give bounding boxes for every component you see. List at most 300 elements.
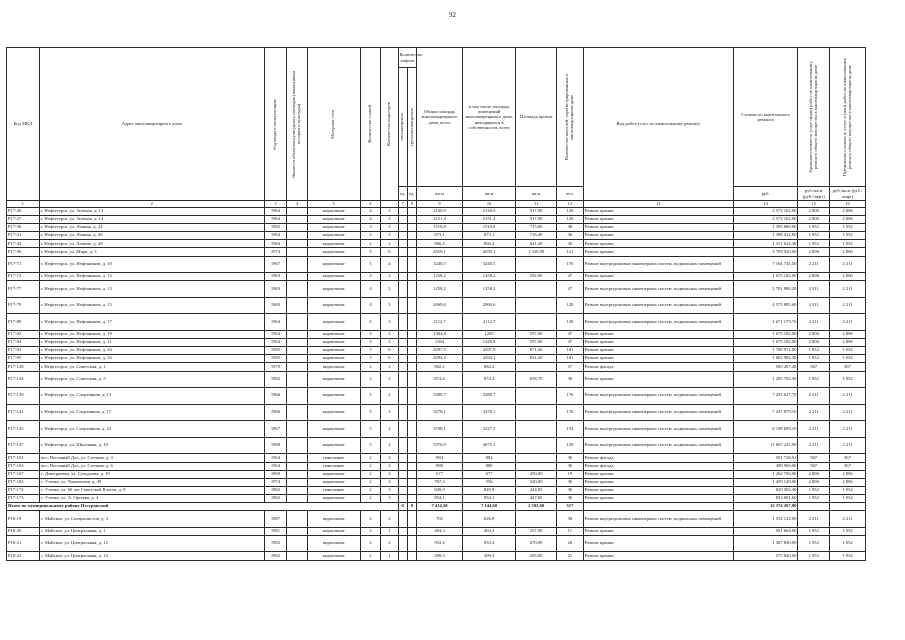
cell-limit-cost: 567 [830, 454, 866, 462]
cell-limit-cost: 2 806 [830, 331, 866, 339]
cell-year: 1968 [264, 437, 286, 454]
header-total-area: Общая площадь многоквартирного дома, всего [417, 48, 463, 187]
table-row [7, 216, 866, 224]
cell-unit-cost: 2 806 [798, 248, 830, 256]
header-address: Адрес многоквартирного дома [39, 48, 264, 201]
cell-address: г. Нефтегорск, ул. Спортивная, д. 13 [39, 388, 264, 405]
cell-wall: кирпичные [307, 281, 360, 298]
cell-inhab-area: 2112,7 [463, 314, 516, 331]
cell-inhab-area: 1285 [463, 331, 516, 339]
header-entrances: Количество подъездов [381, 48, 398, 201]
cell-floors: 4 [360, 208, 380, 216]
total-area: 7 414,20 [417, 503, 463, 511]
cell-cost: 3 703 920,00 [733, 248, 797, 256]
cell-limit-cost: 1 952 [830, 232, 866, 240]
cell-roof-area [516, 511, 557, 528]
cell-roof-area: 715,00 [516, 224, 557, 232]
table-row [7, 297, 866, 314]
cell-cost: 7 164 745,50 [733, 256, 797, 273]
column-number: 2 [39, 201, 264, 208]
cell-lifts-pass [398, 527, 407, 535]
cell-year: 1984 [264, 240, 286, 248]
table-row [7, 552, 866, 560]
cell-unit-cost: 1 952 [798, 347, 830, 355]
cell-heritage [287, 388, 307, 405]
cell-total-area: 767,3 [417, 478, 463, 486]
cell-address: г. Нефтегорск, ул. Мира, д. 3 [39, 248, 264, 256]
table-row [7, 454, 866, 462]
cell-floors: 5 [360, 355, 380, 363]
cell-roof-area: 871,40 [516, 347, 557, 355]
table-row [7, 470, 866, 478]
cell-year: 1974 [264, 248, 286, 256]
cell-total-area: 3280,7 [417, 388, 463, 405]
cell-floors: 5 [360, 256, 380, 273]
cell-address: пос. Песчаный Дол, ул. Степная, д. 4 [39, 454, 264, 462]
cell-lifts-cargo [407, 224, 416, 232]
cell-entrances: 6 [381, 347, 398, 355]
unit-rub-m2b: руб./кв.м (руб./лифт) [830, 187, 866, 201]
cell-limit-cost: 1 952 [830, 347, 866, 355]
cell-heritage [287, 248, 307, 256]
cell-unit-cost: 1 952 [798, 486, 830, 494]
cell-lifts-pass [398, 347, 407, 355]
cell-entrances: 3 [381, 494, 398, 502]
cell-cost: 1 552 122,00 [733, 511, 797, 528]
total-unit-empty [798, 503, 830, 511]
cell-roof-area: 716,40 [516, 232, 557, 240]
cell-code: Р17-172 [7, 486, 40, 494]
cell-floors: 4 [360, 314, 380, 331]
cell-code: Р17-95 [7, 355, 40, 363]
cell-wall: кирпичные [307, 478, 360, 486]
cell-entrances: 3 [381, 297, 398, 314]
cell-inhab-area: 3227,5 [463, 421, 516, 438]
cell-heritage [287, 371, 307, 388]
cell-code: Р17-36 [7, 224, 40, 232]
cell-wall: кирпичные [307, 331, 360, 339]
cell-roof-area: 597,00 [516, 339, 557, 347]
cell-inhab-area: 499,3 [463, 552, 516, 560]
cell-entrances: 6 [381, 355, 398, 363]
cell-unit-cost: 2 211 [798, 297, 830, 314]
cell-heritage [287, 486, 307, 494]
cell-unit-cost: 567 [798, 454, 830, 462]
cell-wall: кирпичные [307, 347, 360, 355]
cell-wall: кирпичные [307, 421, 360, 438]
cell-lifts-pass [398, 388, 407, 405]
cell-floors: 2 [360, 240, 380, 248]
cell-code: Р17-42 [7, 240, 40, 248]
cell-lifts-pass [398, 281, 407, 298]
table-row [7, 339, 866, 347]
cell-entrances: 2 [381, 478, 398, 486]
cell-inhab-area: 2069,6 [463, 297, 516, 314]
cell-cost: 501 664,00 [733, 527, 797, 535]
cell-wall: кирпичные [307, 552, 360, 560]
column-number: 3 [264, 201, 286, 208]
cell-entrances: 2 [381, 273, 398, 281]
cell-work-type: Ремонт внутридомовых инженерных систем, подвальных помещений [583, 437, 733, 454]
cell-unit-cost: 2 211 [798, 388, 830, 405]
cell-limit-cost: 2 806 [830, 470, 866, 478]
cell-limit-cost: 1 952 [830, 240, 866, 248]
cell-residents: 181 [557, 355, 584, 363]
cell-lifts-pass [398, 462, 407, 470]
cell-roof-area: 917,00 [516, 208, 557, 216]
cell-code: Р17-82 [7, 331, 40, 339]
cell-total-area: 1258,2 [417, 273, 463, 281]
column-number: 15 [798, 201, 830, 208]
cell-code: Р18-21 [7, 535, 40, 552]
cell-residents: 48 [557, 224, 584, 232]
cell-inhab-area: 556 [463, 478, 516, 486]
table-row [7, 527, 866, 535]
header-lifts: Количество лифтов [398, 48, 416, 68]
cell-inhab-area: 874,4 [463, 371, 516, 388]
table-row [7, 462, 866, 470]
cell-entrances: 4 [381, 437, 398, 454]
cell-unit-cost: 1 952 [798, 224, 830, 232]
cell-heritage [287, 256, 307, 273]
cell-year: 1964 [264, 462, 286, 470]
cell-lifts-cargo [407, 331, 416, 339]
cell-floors: 5 [360, 248, 380, 256]
cell-code: Р17-173 [7, 494, 40, 502]
cell-inhab-area: 4559,1 [463, 248, 516, 256]
cell-year: 1964 [264, 208, 286, 216]
cell-work-type: Ремонт внутридомовых инженерных систем, подвальных помещений [583, 404, 733, 421]
cell-floors: 5 [360, 404, 380, 421]
cell-inhab-area: 1510,8 [463, 224, 516, 232]
cell-code: Р17-72 [7, 273, 40, 281]
table-row [7, 224, 866, 232]
cell-wall: кирпичные [307, 470, 360, 478]
cell-lifts-cargo [407, 347, 416, 355]
cell-cost: 829 502,40 [733, 486, 797, 494]
header-cost: Стоимость капитального ремонта [733, 48, 797, 187]
cell-total-area: 1364 [417, 339, 463, 347]
total-row [7, 503, 866, 511]
cell-floors: 4 [360, 216, 380, 224]
cell-wall: кирпичные [307, 273, 360, 281]
cell-address: г. Нефтегорск, ул. Нефтяников, д. 13 [39, 281, 264, 298]
cell-address: г. Нефтегорск, ул. Ленина, д. 26 [39, 232, 264, 240]
cell-work-type: Ремонт фасада [583, 363, 733, 371]
cell-heritage [287, 331, 307, 339]
header-wall: Материал стен [307, 48, 360, 201]
table-row [7, 371, 866, 388]
cell-total-area: 4297,9 [417, 347, 463, 355]
unit-rub-m2a: руб./кв.м (руб./лифт) [798, 187, 830, 201]
cell-year: 1969 [264, 470, 286, 478]
cell-unit-cost: 2 806 [798, 470, 830, 478]
cell-heritage [287, 511, 307, 528]
table-row [7, 240, 866, 248]
cell-lifts-pass [398, 216, 407, 224]
column-number: 1 [7, 201, 40, 208]
column-number: 9 [417, 201, 463, 208]
cell-unit-cost: 2 806 [798, 273, 830, 281]
header-lifts-pass: пассажирских [398, 68, 407, 187]
table-row [7, 208, 866, 216]
cell-total-area: 2069,6 [417, 297, 463, 314]
cell-floors: 2 [360, 535, 380, 552]
cell-lifts-cargo [407, 388, 416, 405]
cell-address: г. Нефтегорск, ул. Нефтяников, д. 10 [39, 256, 264, 273]
cell-residents: 11 [557, 527, 584, 535]
cell-limit-cost: 2 211 [830, 511, 866, 528]
column-numbers-row [7, 201, 866, 208]
cell-wall: кирпичные [307, 232, 360, 240]
cell-code: Р17-143 [7, 421, 40, 438]
cell-year: 1964 [264, 339, 286, 347]
cell-inhab-area: 882,2 [463, 363, 516, 371]
cell-entrances: 3 [381, 224, 398, 232]
unit-area2: кв.м [463, 187, 516, 201]
cell-inhab-area: 4294,2 [463, 355, 516, 363]
cell-lifts-cargo [407, 371, 416, 388]
cell-heritage [287, 552, 307, 560]
cell-lifts-pass [398, 404, 407, 421]
total-cost: 12 374 267,00 [733, 503, 797, 511]
cell-code: Р17-26 [7, 208, 40, 216]
total-inhab: 7 144,60 [463, 503, 516, 511]
header-unit-cost: Удельная стоимость услуг и(или) работ по капитальному ремонту общего имущества в многоквартирном доме [798, 48, 830, 187]
cell-limit-cost: 2 211 [830, 404, 866, 421]
cell-code: Р17-161 [7, 454, 40, 462]
cell-address: г. Нефтегорск, ул. Спортивная, д. 17 [39, 404, 264, 421]
page-number: 92 [449, 11, 456, 19]
cell-unit-cost: 2 211 [798, 314, 830, 331]
cell-lifts-pass [398, 535, 407, 552]
cell-code: Р17-77 [7, 281, 40, 298]
cell-residents: 36 [557, 240, 584, 248]
cell-heritage [287, 347, 307, 355]
cell-heritage [287, 494, 307, 502]
column-number: 8 [407, 201, 416, 208]
cell-roof-area: 597,00 [516, 331, 557, 339]
cell-residents: 47 [557, 331, 584, 339]
cell-heritage [287, 297, 307, 314]
cell-work-type: Ремонт внутридомовых инженерных систем, подвальных помещений [583, 256, 733, 273]
cell-work-type: Ремонт крыши [583, 371, 733, 388]
cell-heritage [287, 355, 307, 363]
cell-inhab-area: 873,1 [463, 232, 516, 240]
cell-year: 1964 [264, 314, 286, 331]
total-roof: 2 592,60 [516, 503, 557, 511]
cell-heritage [287, 224, 307, 232]
cell-entrances: 3 [381, 208, 398, 216]
cell-inhab-area: 4297,9 [463, 347, 516, 355]
cell-year: 1964 [264, 454, 286, 462]
cell-unit-cost: 1 952 [798, 355, 830, 363]
cell-total-area: 2112,7 [417, 314, 463, 331]
cell-lifts-pass [398, 355, 407, 363]
cell-code: Р17-92 [7, 347, 40, 355]
column-number: 7 [398, 201, 407, 208]
column-number: 5 [307, 201, 360, 208]
cell-address: г. Нефтегорск, ул. Спортивная, д. 23 [39, 421, 264, 438]
cell-address: г. Нефтегорск, ул. Зеленая, д. 13 [39, 208, 264, 216]
total-people: 317 [557, 503, 584, 511]
cell-work-type: Ремонт крыши [583, 535, 733, 552]
cell-work-type: Ремонт крыши [583, 527, 733, 535]
cell-work-type: Ремонт крыши [583, 347, 733, 355]
cell-cost: 1 285 782,40 [733, 371, 797, 388]
cell-heritage [287, 339, 307, 347]
cell-roof-area: 1 320,00 [516, 248, 557, 256]
cell-cost: 833 601,60 [733, 494, 797, 502]
cell-wall: кирпичные [307, 535, 360, 552]
column-number: 4 [287, 201, 307, 208]
cell-roof-area [516, 297, 557, 314]
header-work-type: Вид работ/услуг по капитальному ремонту [583, 48, 733, 201]
cell-heritage [287, 437, 307, 454]
cell-unit-cost: 1 952 [798, 535, 830, 552]
cell-heritage [287, 208, 307, 216]
cell-limit-cost: 2 211 [830, 281, 866, 298]
cell-unit-cost: 2 806 [798, 216, 830, 224]
cell-roof-area: 670,00 [516, 535, 557, 552]
cell-cost: 1 251 622,40 [733, 240, 797, 248]
table-row [7, 331, 866, 339]
cell-limit-cost: 1 952 [830, 355, 866, 363]
cell-residents: 176 [557, 388, 584, 405]
cell-work-type: Ремонт крыши [583, 355, 733, 363]
cell-work-type: Ремонт крыши [583, 240, 733, 248]
cell-cost: 1 262 700,00 [733, 470, 797, 478]
cell-residents: 36 [557, 232, 584, 240]
cell-inhab-area: 880 [463, 462, 516, 470]
cell-residents: 176 [557, 404, 584, 421]
cell-work-type: Ремонт крыши [583, 224, 733, 232]
table-row [7, 404, 866, 421]
header-year: Год ввода в эксплуатацию [264, 48, 286, 201]
cell-entrances: 4 [381, 256, 398, 273]
cell-year: 1981 [264, 527, 286, 535]
cell-year: 1974 [264, 478, 286, 486]
cell-wall: кирпичные [307, 511, 360, 528]
cell-code: Р17-56 [7, 248, 40, 256]
cell-year: 1982 [264, 552, 286, 560]
cell-code: Р17-182 [7, 478, 40, 486]
cell-work-type: Ремонт крыши [583, 486, 733, 494]
total-limit-empty [830, 503, 866, 511]
cell-lifts-cargo [407, 355, 416, 363]
cell-heritage [287, 216, 307, 224]
cell-entrances: 2 [381, 331, 398, 339]
cell-lifts-pass [398, 339, 407, 347]
table-row [7, 248, 866, 256]
cell-total-area: 702 [417, 511, 463, 528]
cell-limit-cost: 1 952 [830, 371, 866, 388]
cell-limit-cost: 2 806 [830, 478, 866, 486]
column-number [381, 201, 398, 208]
cell-heritage [287, 240, 307, 248]
cell-wall: кирпичные [307, 404, 360, 421]
cell-cost: 2 573 102,00 [733, 216, 797, 224]
cell-roof-area [516, 281, 557, 298]
cell-wall: кирпичные [307, 388, 360, 405]
cell-year: 1982 [264, 486, 286, 494]
unit-rub: руб. [733, 187, 797, 201]
cell-address: г. Нефтегорск, ул. Школьная, д. 10 [39, 437, 264, 454]
cell-code: Р17-80 [7, 314, 40, 331]
cell-limit-cost: 567 [830, 462, 866, 470]
cell-address: г. Нефтегорск, ул. Зеленая, д. 14 [39, 216, 264, 224]
cell-inhab-area: 1258,2 [463, 281, 516, 298]
cell-lifts-cargo [407, 486, 416, 494]
total-lifts-pass: 0 [398, 503, 407, 511]
cell-work-type: Ремонт внутридомовых инженерных систем, подвальных помещений [583, 421, 733, 438]
cell-work-type: Ремонт крыши [583, 470, 733, 478]
cell-lifts-pass [398, 470, 407, 478]
cell-floors: 2 [360, 527, 380, 535]
cell-lifts-cargo [407, 363, 416, 371]
unit-lifts-b: ед. [407, 187, 416, 201]
cell-wall: кирпичные [307, 216, 360, 224]
cell-floors: 2 [360, 232, 380, 240]
cell-code: Р18-22 [7, 552, 40, 560]
cell-cost: 7 253 627,70 [733, 388, 797, 405]
cell-total-area: 1258,2 [417, 281, 463, 298]
cell-lifts-cargo [407, 232, 416, 240]
cell-inhab-area: 677 [463, 470, 516, 478]
cell-limit-cost: 2 211 [830, 437, 866, 454]
cell-code: Р17-139 [7, 388, 40, 405]
cell-unit-cost: 567 [798, 462, 830, 470]
header-lifts-cargo: грузопассажирских [407, 68, 416, 187]
table-row [7, 363, 866, 371]
cell-entrances: 2 [381, 339, 398, 347]
table-row [7, 421, 866, 438]
cell-floors: 2 [360, 454, 380, 462]
cell-address: г. Нефтегорск, ул. Советская, д. 1 [39, 363, 264, 371]
table-row [7, 437, 866, 454]
cell-unit-cost: 2 211 [798, 421, 830, 438]
cell-lifts-cargo [407, 256, 416, 273]
cell-entrances: 4 [381, 421, 398, 438]
cell-floors: 2 [360, 470, 380, 478]
cell-entrances: 2 [381, 240, 398, 248]
cell-residents: 47 [557, 273, 584, 281]
cell-total-area: 873,1 [417, 232, 463, 240]
cell-entrances: 2 [381, 454, 398, 462]
table-row [7, 511, 866, 528]
cell-inhab-area: 2140,9 [463, 208, 516, 216]
cell-work-type: Ремонт крыши [583, 216, 733, 224]
cell-lifts-cargo [407, 297, 416, 314]
total-work-empty [583, 503, 733, 511]
cell-residents: 128 [557, 297, 584, 314]
cell-lifts-cargo [407, 421, 416, 438]
cell-inhab-area: 866,4 [463, 240, 516, 248]
cell-cost: 1 459 120,00 [733, 478, 797, 486]
cell-year: 1985 [264, 347, 286, 355]
cell-residents: 139 [557, 437, 584, 454]
cell-code: Р17-79 [7, 297, 40, 314]
cell-lifts-cargo [407, 535, 416, 552]
cell-cost: 8 198 609,10 [733, 421, 797, 438]
cell-year: 1982 [264, 535, 286, 552]
cell-lifts-cargo [407, 339, 416, 347]
cell-entrances: 3 [381, 314, 398, 331]
cell-code: Р17-128 [7, 363, 40, 371]
header-roof-area: Площадь кровли [516, 48, 557, 187]
header-code: Код МКД [7, 48, 40, 201]
unit-people: чел. [557, 187, 584, 201]
